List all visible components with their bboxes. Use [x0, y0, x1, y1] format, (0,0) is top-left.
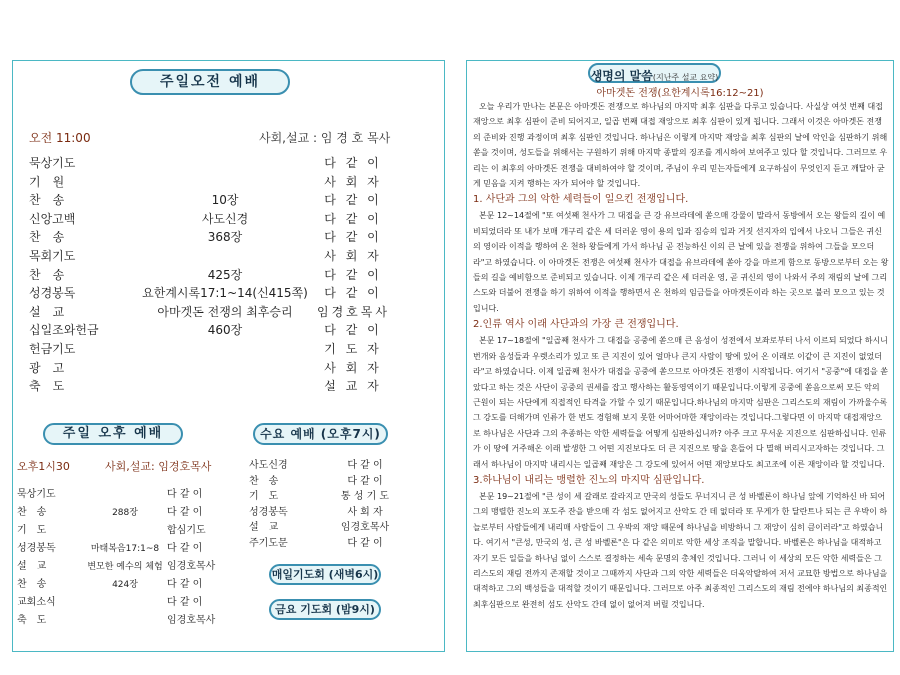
wednesday-order-item [249, 520, 439, 536]
sermon-heading-2: 2.인류 역사 이래 사단과의 가장 큰 전쟁입니다. [473, 319, 679, 331]
order-item-leader: 임경호목사 [317, 304, 390, 319]
sermon-paragraph-3: 본문 19~21절에 "큰 성이 세 갈래로 갈라지고 만국의 성들도 무너지니 큰 성 바벨론이 하나님 앞에 기억하신 바 되어 그의 맹렬한 진노의 포도주 잔을 받으매 각 섬도 없어지고 산악도 간 데 없더라 또 무게가 한 달란트나 되는 큰 우박이 하늘로부터 사람들에게 내리매 사람들이 그 우박의 재앙 때문에 하나님을 비방하니 그 재앙이 심히 큼이러라"고 하였습니다. 여기서 "큰성, 만국의 성, 큰 성 바벨론"은 다 같은 의미로 악한 세상 조직을 말합니다. 바벨론은 하나님을 대적하고 자기 모든 일들을 하나님 없이 스스로 결정하는 세속 문명의 총체인 것입니다. 그러니 이 세상의 모든 악한 세력들은 그리스도의 재림 전까지 존재할 것이고 그때까지 사단과 그의 악한 세력들은 더욱악랄하여 저서 교묘한 방법으로 하나님을 대적하고 그의 백성들을 대적할 것이기 때문입니다. 그러므로 아주 최종적인 그리스도의 재림 전에야 하나님의 최종적인 최후심판으로 완전히 섬도 산악도 간데 없이 없어져 버릴 것입니다. [473, 491, 888, 609]
morning-service-leader: 사회,설교 : 임 경 호 목사 [259, 131, 391, 145]
order-item-name: 찬 송 [29, 193, 65, 208]
order-item-name: 기 도 [17, 525, 47, 536]
sermon-intro: 오늘 우리가 만나는 본문은 아마겟돈 전쟁으로 하나님의 마지막 최후 심판을 다루고 있습니다. 사실상 여섯 번째 대접 재앙으로 최후 심판이 준비 되어지고, 일곱 번째 대접 재앙으로 최후 심판이 있게 됩니다. 그래서 이것은 아마겟돈 전쟁의 준비와 진행 과정이며 최후 심판인 것입니다. 하나님은 이렇게 마지막 재앙을 최후 심판의 날에 악인을 심판하기 위해 쏟을 것이며, 성도들을 위해서는 구원하기 위해 마지막 종말의 징조를 계시하여 보여주고 있다 할 것입니다. 그러므로 우리는 이 최후의 아마겟돈 전쟁을 대비하여야 할 것이며, 주님이 우리 믿는자들에게 요구하심이 무엇인지 듣고 깨달아 굳게 믿음을 지켜 행하는 자가 되어야 할 것입니다. [473, 102, 888, 189]
wednesday-order-item [249, 458, 439, 474]
morning-service-time: 오전 11:00 [29, 131, 91, 145]
order-item-leader: 다 같 이 [324, 267, 382, 282]
afternoon-service-time: 오후1시30 [17, 460, 70, 473]
order-item-detail: 424장 [112, 580, 138, 590]
order-item-leader: 다 같 이 [324, 323, 382, 338]
sermon-title-main: 생명의 말씀 [590, 69, 653, 83]
order-item-name: 설 교 [17, 561, 47, 572]
sermon-title [588, 63, 721, 83]
morning-service-title: 주일오전 예배 [130, 69, 290, 95]
sermon-heading-3: 3.하나님이 내리는 맹렬한 진노의 마지막 심판입니다. [473, 474, 705, 486]
order-item-leader: 임경호목사 [167, 615, 216, 626]
order-item-name: 성경봉독 [249, 506, 288, 518]
order-item-detail: 425장 [207, 267, 243, 282]
order-item-leader: 사 회 자 [324, 248, 382, 263]
order-item-leader: 다 같 이 [324, 230, 382, 245]
morning-order-item [29, 377, 382, 396]
order-item-detail: 460장 [207, 323, 243, 338]
order-item-leader: 다 같 이 [347, 460, 383, 471]
order-item-name: 헌금기도 [29, 341, 76, 356]
order-item-name: 사도신경 [249, 460, 288, 471]
order-item-name: 광 고 [29, 360, 65, 375]
dawn-prayer-title: 매일기도회 (새벽6시) [269, 564, 381, 585]
order-item-leader: 다 같 이 [347, 475, 383, 487]
morning-order-item [29, 321, 382, 340]
worship-order-panel [12, 60, 445, 652]
morning-order-item [29, 154, 382, 173]
wednesday-order-item [249, 489, 439, 505]
afternoon-service-order [17, 486, 247, 630]
wednesday-order-item [249, 536, 439, 552]
afternoon-order-item [17, 504, 247, 522]
morning-order-item [29, 191, 382, 210]
order-item-leader: 사 회 자 [347, 506, 383, 518]
morning-order-item [29, 173, 382, 192]
order-item-detail: 요한계시록17:1~14(신415쪽) [142, 286, 308, 301]
order-item-detail: 288장 [112, 508, 138, 518]
order-item-detail: 변모한 예수의 체험 [87, 562, 163, 572]
morning-order-item [29, 210, 382, 229]
order-item-leader: 다 같 이 [167, 489, 203, 500]
sermon-paragraph-1: 본문 12~14절에 "또 여섯째 천사가 그 대접을 큰 강 유브라데에 쏟으매 강물이 말라서 동방에서 오는 왕들의 길이 예비되었더라 또 내가 보매 개구리 같은 세 더러운 영이 용의 입과 짐승의 입과 거짓 선지자의 입에서 나오니 그들은 귀신의 영이라 이적을 행하여 온 천하 왕들에게 가서 하나님 곧 전능하신 이의 큰 날에 있을 전쟁을 위하여 그들을 모으더라"고 하였습니다. 이 아마겟돈 전쟁은 여섯째 천사가 대접을 유브라데에 쏟아 강을 마르게 함으로 동방으로부터 오는 왕들의 길을 예비함으로 준비되고 있습니다. 이제 개구리 같은 세 더러운 영, 곧 귀신의 영이 나와서 주의 재림의 날에 그리스도와 더불어 전쟁을 하기 위하여 이적을 행하면서 온 천하의 임금들을 아마겟돈이라 하는 곳으로 불러 모으고 있는 것입니다. [473, 211, 889, 313]
order-item-leader: 다 같 이 [167, 597, 203, 608]
morning-order-item [29, 303, 390, 322]
order-item-name: 목회기도 [29, 248, 76, 263]
morning-order-item [29, 247, 382, 266]
order-item-name: 찬 송 [249, 475, 279, 487]
afternoon-service-leader: 사회,설교: 임경호목사 [105, 460, 212, 473]
order-item-leader: 다 같 이 [324, 286, 382, 301]
order-item-detail: 사도신경 [201, 211, 249, 226]
order-item-name: 찬 송 [29, 230, 65, 245]
order-item-name: 설 교 [249, 522, 279, 534]
order-item-leader: 사 회 자 [324, 174, 382, 189]
afternoon-order-item [17, 522, 247, 540]
order-item-name: 성경봉독 [17, 543, 56, 554]
sermon-heading-1: 1. 사단과 그의 악한 세력들이 일으킨 전쟁입니다. [473, 194, 689, 206]
order-item-leader: 임경호목사 [340, 522, 390, 534]
order-item-leader: 임경호목사 [167, 561, 216, 572]
wednesday-order-item [249, 505, 439, 521]
order-item-name: 찬 송 [17, 579, 47, 590]
morning-order-item [29, 340, 382, 359]
order-item-name: 찬 송 [29, 267, 65, 282]
order-item-name: 설 교 [29, 304, 65, 319]
order-item-leader: 다 같 이 [324, 211, 382, 226]
afternoon-order-item [17, 612, 247, 630]
morning-order-item [29, 284, 382, 303]
order-item-name: 교회소식 [17, 597, 56, 608]
afternoon-order-item [17, 576, 247, 594]
order-item-name: 기 원 [29, 174, 65, 189]
wednesday-service-order [249, 458, 439, 552]
afternoon-order-item [17, 540, 247, 558]
morning-order-item [29, 228, 382, 247]
sermon-title-sub: (지난주 설교 요약) [652, 73, 719, 82]
order-item-name: 십일조와헌금 [29, 323, 99, 338]
order-item-detail: 마태복음17:1~8 [90, 544, 160, 554]
order-item-leader: 합심기도 [167, 525, 206, 536]
sermon-panel [466, 60, 894, 652]
order-item-name: 묵상기도 [17, 489, 56, 500]
order-item-leader: 다 같 이 [167, 579, 203, 590]
order-item-name: 신앙고백 [29, 211, 76, 226]
morning-order-item [29, 266, 382, 285]
sermon-subtitle: 아마겟돈 전쟁(요한계시록16:12~21) [596, 88, 764, 99]
friday-prayer-title: 금요 기도회 (밤9시) [269, 599, 381, 620]
order-item-leader: 다 같 이 [167, 507, 203, 518]
wednesday-service-title: 수요 예배 (오후7시) [253, 423, 388, 445]
order-item-name: 기 도 [249, 491, 279, 503]
order-item-leader: 다 같 이 [167, 543, 203, 554]
wednesday-order-item [249, 474, 439, 490]
order-item-name: 주기도문 [249, 537, 288, 549]
afternoon-order-item [17, 594, 247, 612]
order-item-name: 성경봉독 [29, 286, 76, 301]
order-item-name: 축 도 [29, 379, 65, 394]
order-item-leader: 통 성 기 도 [340, 491, 390, 503]
order-item-leader: 사 회 자 [324, 360, 382, 375]
afternoon-order-item [17, 486, 247, 504]
order-item-detail: 10장 [211, 193, 239, 208]
morning-service-order [29, 154, 390, 396]
order-item-leader: 기 도 자 [324, 341, 382, 356]
morning-order-item [29, 359, 382, 378]
order-item-detail: 368장 [207, 230, 243, 245]
order-item-leader: 설 교 자 [324, 379, 382, 394]
sermon-body [473, 99, 889, 612]
order-item-leader: 다 같 이 [324, 193, 382, 208]
order-item-name: 묵상기도 [29, 156, 76, 170]
order-item-leader: 다 같 이 [347, 537, 383, 549]
order-item-detail: 아마겟돈 전쟁의 최후승리 [157, 304, 293, 319]
afternoon-order-item [17, 558, 247, 576]
order-item-name: 축 도 [17, 615, 47, 626]
order-item-name: 찬 송 [17, 507, 47, 518]
afternoon-service-title: 주일 오후 예배 [43, 423, 183, 445]
order-item-leader: 다 같 이 [324, 156, 382, 170]
sermon-paragraph-2: 본문 17~18절에 "일곱째 천사가 그 대접을 공중에 쏟으매 큰 음성이 성전에서 보좌로부터 나서 이르되 되었다 하시니 번개와 음성들과 우렛소리가 있고 또 큰 지진이 있어 얼마나 큰지 사람이 땅에 있어 온 이래로 이같이 큰 지진이 없었더라"고 하였습니다. 이제 일곱째 천사가 대접을 공중에 쏟으므로 아마겟돈 전쟁이 시작됩니다. 여기서 "공중"에 대접을 쏟았다고 하는 것은 사단이 공중의 권세를 잡고 행사하는 활동영역이기 때문입니다.이렇게 공중에 쏟음으로써 모든 악의 근원이 되는 사단에게 직접적인 타격을 가할 수 있기 때문입니다.하나님의 마지막 심판은 그리스도의 재림이 가까울수록 그 강도를 더해가며 인류가 한 번도 경험해 보지 못한 어마어마한 재앙이라는 것입니다.그렇다면 이 마지막 대접재앙으로 하나님은 사단과 그의 추종하는 악한 세력들을 어떻게 심판하십니까? 아주 크고 무서운 지진으로 심판하십니다. 인류가 이 땅에 거주해온 이래 발생한 그 어떤 지진보다도 더 큰 지진으로 땅을 흔들어 다 멸해 버리시고자하는 것입니다. 그래서 하나님이 마지막 내리시는 일곱째 재앙은 그 강도에 있어서 어떤 재앙보다도 최고조에 이른 재앙이라 할 것입니다. [473, 336, 888, 469]
